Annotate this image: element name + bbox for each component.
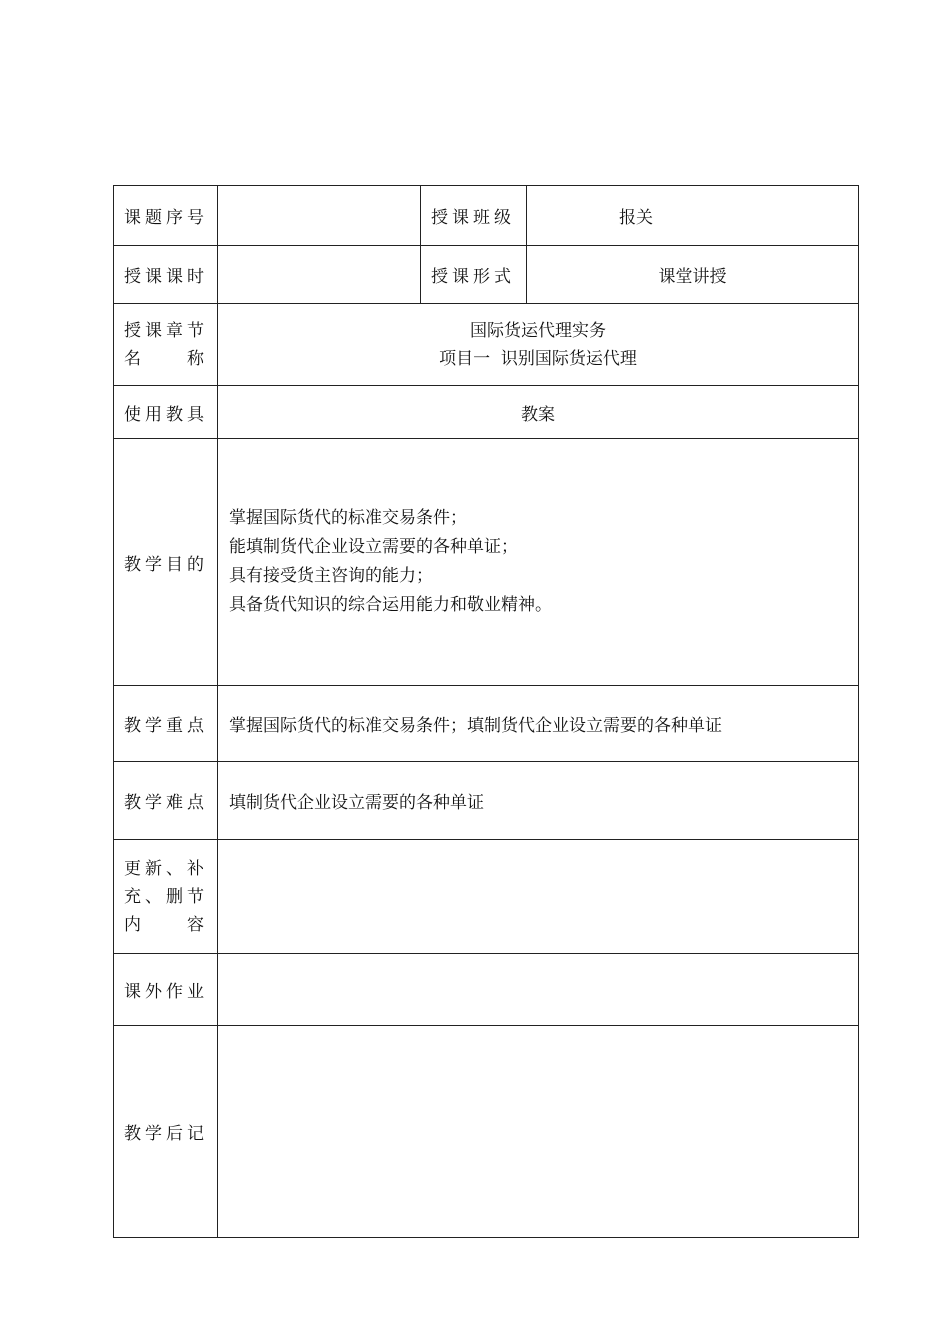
row-homework (114, 954, 859, 1026)
difficulties-value: 填制货代企业设立需要的各种单证 (218, 762, 859, 840)
row-hours (114, 246, 859, 304)
updates-label-line1: 更新、补 (124, 858, 208, 879)
updates-label-nei: 内 (124, 914, 145, 935)
row-topic-number (114, 186, 859, 246)
updates-label-line2: 充、删节 (124, 886, 208, 907)
class-label: 授课班级 (421, 186, 527, 246)
tools-value: 教案 (218, 386, 859, 439)
chapter-value (218, 304, 859, 386)
homework-value (218, 954, 859, 1026)
objective-item: 能填制货代企业设立需要的各种单证； (229, 537, 518, 557)
objective-item: 掌握国际货代的标准交易条件； (229, 508, 467, 528)
objectives-list (218, 439, 859, 686)
chapter-title: 国际货运代理实务 (470, 320, 606, 341)
class-value-text: 报关 (619, 208, 653, 228)
row-postscript (114, 1026, 859, 1238)
postscript-label: 教学后记 (114, 1026, 218, 1238)
row-updates (114, 840, 859, 954)
chapter-label (114, 304, 218, 386)
key-points-value: 掌握国际货代的标准交易条件；填制货代企业设立需要的各种单证 (218, 686, 859, 762)
key-points-label: 教学重点 (114, 686, 218, 762)
lesson-plan-table (113, 185, 859, 1238)
updates-value (218, 840, 859, 954)
difficulties-label: 教学难点 (114, 762, 218, 840)
class-value (527, 186, 859, 246)
updates-label-rong: 容 (187, 914, 208, 935)
objective-item: 具备货代知识的综合运用能力和敬业精神。 (229, 595, 552, 615)
row-chapter (114, 304, 859, 386)
chapter-label-cheng: 称 (187, 348, 208, 369)
row-objectives (114, 439, 859, 686)
tools-label: 使用教具 (114, 386, 218, 439)
postscript-value (218, 1026, 859, 1238)
updates-label-line3 (124, 911, 208, 939)
format-label: 授课形式 (421, 246, 527, 304)
chapter-label-line2 (124, 345, 208, 373)
objectives-label: 教学目的 (114, 439, 218, 686)
topic-number-label: 课题序号 (114, 186, 218, 246)
row-difficulties (114, 762, 859, 840)
format-value: 课堂讲授 (527, 246, 859, 304)
hours-label: 授课课时 (114, 246, 218, 304)
chapter-label-ming: 名 (124, 348, 145, 369)
row-key-points (114, 686, 859, 762)
chapter-label-line1: 授课章节 (124, 320, 208, 341)
hours-value (218, 246, 421, 304)
updates-label (114, 840, 218, 954)
objective-item: 具有接受货主咨询的能力； (229, 566, 433, 586)
chapter-subtitle: 项目一 识别国际货运代理 (439, 348, 637, 369)
homework-label: 课外作业 (114, 954, 218, 1026)
row-tools (114, 386, 859, 439)
topic-number-value (218, 186, 421, 246)
